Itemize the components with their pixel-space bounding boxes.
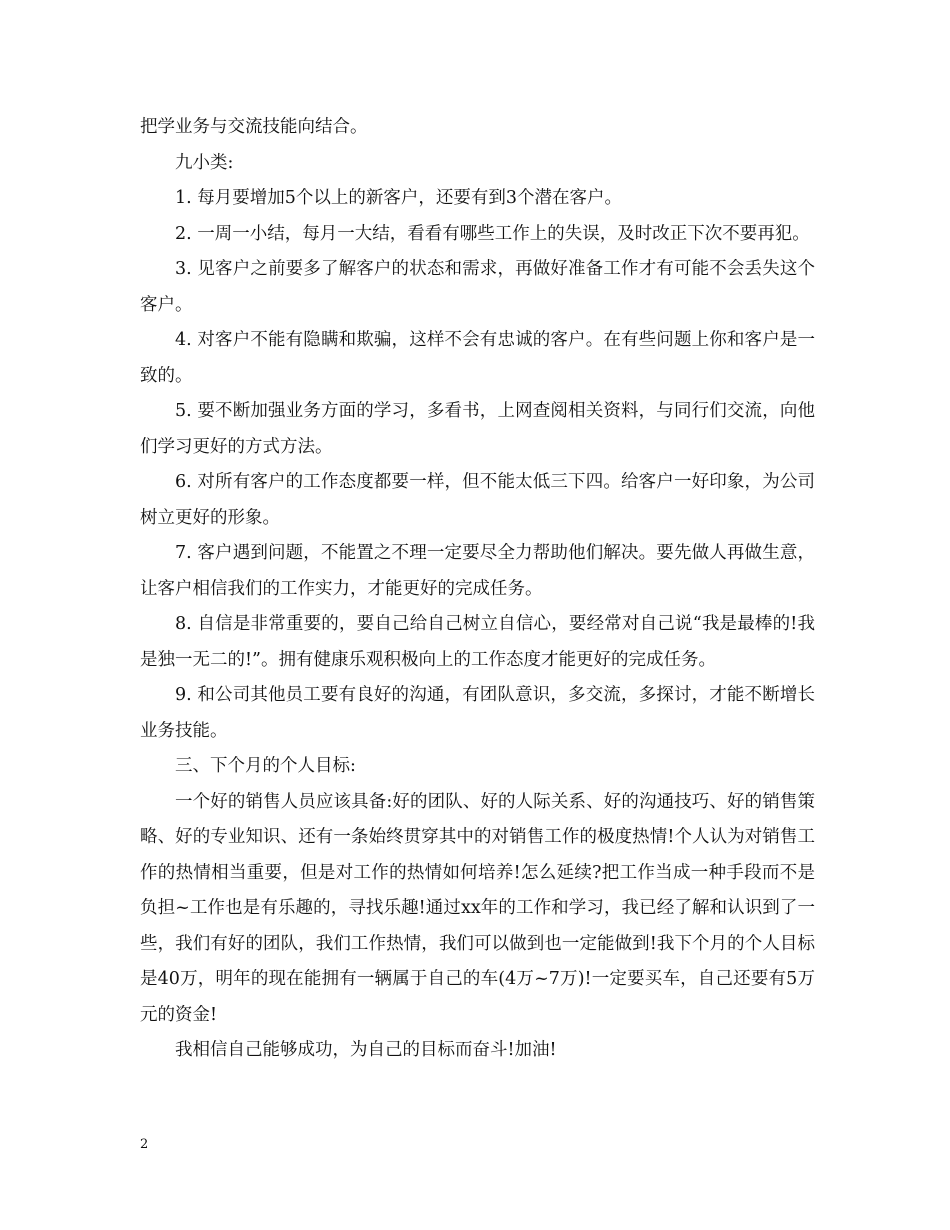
list-item-2: 2. 一周一小结，每月一大结，看看有哪些工作上的失误，及时改正下次不要再犯。: [175, 223, 810, 244]
list-item-6: 6. 对所有客户的工作态度都要一样，但不能太低三下四。给客户一好印象，为公司树立更好的形象。: [140, 472, 815, 528]
body-paragraph: 一个好的销售人员应该具备:好的团队、好的人际关系、好的沟通技巧、好的销售策略、好的专业知识、还有一条始终贯穿其中的对销售工作的极度热情!个人认为对销售工作的热情相当重要，但是对工作的热情如何培养!怎么延续?把工作当成一种手段而不是负担~工作也是有乐趣的，寻找乐趣!通过xx年的工作和学习，我已经了解和认识到了一些，我们有好的团队，我们工作热情，我们可以做到也一定能做到!我下个月的个人目标是40万，明年的现在能拥有一辆属于自己的车(4万~7万)!一定要买车，自己还要有5万元的资金!: [140, 791, 815, 1025]
section-heading: 三、下个月的个人目标:: [175, 756, 356, 776]
document-body: [140, 110, 815, 1069]
list-item-9: 9. 和公司其他员工要有良好的沟通，有团队意识，多交流，多探讨，才能不断增长业务技能。: [140, 685, 815, 741]
section-subtitle: 九小类:: [175, 152, 234, 173]
page-number: 2: [140, 1137, 149, 1152]
list-item-4: 4. 对客户不能有隐瞒和欺骗，这样不会有忠诚的客户。在有些问题上你和客户是一致的。: [140, 330, 815, 386]
paragraph-continuation: 把学业务与交流技能向结合。: [140, 117, 368, 137]
closing-paragraph: 我相信自己能够成功，为自己的目标而奋斗!加油!: [175, 1040, 557, 1060]
list-item-8: 8. 自信是非常重要的，要自己给自己树立自信心，要经常对自己说“我是最棒的!我是独一无二的!”。拥有健康乐观积极向上的工作态度才能更好的完成任务。: [140, 614, 815, 670]
list-item-3: 3. 见客户之前要多了解客户的状态和需求，再做好准备工作才有可能不会丢失这个客户。: [140, 259, 815, 315]
list-item-5: 5. 要不断加强业务方面的学习，多看书，上网查阅相关资料，与同行们交流，向他们学习更好的方式方法。: [140, 401, 815, 457]
list-item-7: 7. 客户遇到问题，不能置之不理一定要尽全力帮助他们解决。要先做人再做生意，让客户相信我们的工作实力，才能更好的完成任务。: [140, 543, 815, 599]
list-item-1: 1. 每月要增加5个以上的新客户，还要有到3个潜在客户。: [175, 188, 623, 208]
